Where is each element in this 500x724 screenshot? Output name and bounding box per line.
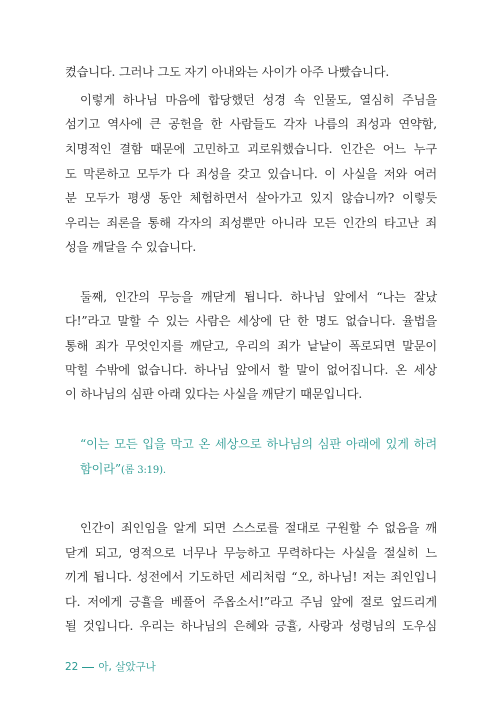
text-line: 통해 죄가 무엇인지를 깨닫고, 우리의 죄가 낱낱이 폭로되면 말문이	[65, 339, 437, 353]
text-line: 끼게 됩니다. 성전에서 기도하던 세리처럼 “오, 하나님! 저는 죄인입니	[65, 570, 437, 584]
text-line: 이 하나님의 심판 아래 있다는 사실을 깨닫기 때문입니다.	[65, 387, 363, 401]
text-line: 우리는 죄론을 통해 각자의 죄성뿐만 아니라 모든 인간의 타고난 죄	[65, 216, 437, 230]
text-line: 닫게 되고, 영적으로 너무나 무능하고 무력하다는 사실을 절실히 느	[65, 546, 437, 560]
text-line: 다!”라고 말할 수 있는 사람은 세상에 단 한 명도 없습니다. 율법을	[65, 314, 437, 328]
text-line: 치명적인 결함 때문에 고민하고 괴로워했습니다. 인간은 어느 누구	[65, 142, 437, 156]
text-line: 켰습니다. 그러나 그도 자기 아내와는 사이가 아주 나빴습니다.	[65, 65, 390, 79]
footer-separator	[82, 667, 94, 668]
text-line: 섬기고 역사에 큰 공헌을 한 사람들도 각자 나름의 죄성과 연약함,	[65, 117, 437, 131]
text-line: 성을 깨달을 수 있습니다.	[65, 240, 197, 254]
scripture-quote-text: 함이라”	[80, 462, 121, 476]
scripture-quote: “이는 모든 입을 막고 온 세상으로 하나님의 심판 아래에 있게 하려	[80, 437, 437, 451]
text-line: 둘째, 인간의 무능을 깨닫게 됩니다. 하나님 앞에서 “나는 잘났	[80, 290, 437, 304]
text-line: 인간이 죄인임을 알게 되면 스스로를 절대로 구원할 수 없음을 깨	[80, 521, 437, 535]
text-line: 분 모두가 평생 동안 체험하면서 살아가고 있지 않습니까? 이렇듯	[65, 191, 437, 205]
page-number: 22	[65, 661, 79, 673]
text-line: 될 것입니다. 우리는 하나님의 은혜와 긍휼, 사랑과 성령님의 도우심	[65, 619, 437, 633]
book-title: 아, 살았구나	[98, 661, 156, 673]
page-footer	[65, 659, 156, 674]
text-line: 도 막론하고 모두가 다 죄성을 갖고 있습니다. 이 사실을 저와 여러	[65, 167, 437, 181]
scripture-reference: (롬 3:19).	[120, 465, 166, 476]
scripture-quote-end	[80, 461, 452, 479]
text-line: 이렇게 하나님 마음에 합당했던 성경 속 인물도, 열심히 주님을	[80, 93, 437, 107]
text-line: 막힐 수밖에 없습니다. 하나님 앞에서 할 말이 없어집니다. 온 세상	[65, 363, 437, 377]
text-line: 다. 저에게 긍휼을 베풀어 주옵소서!”라고 주님 앞에 절로 엎드리게	[65, 595, 437, 609]
